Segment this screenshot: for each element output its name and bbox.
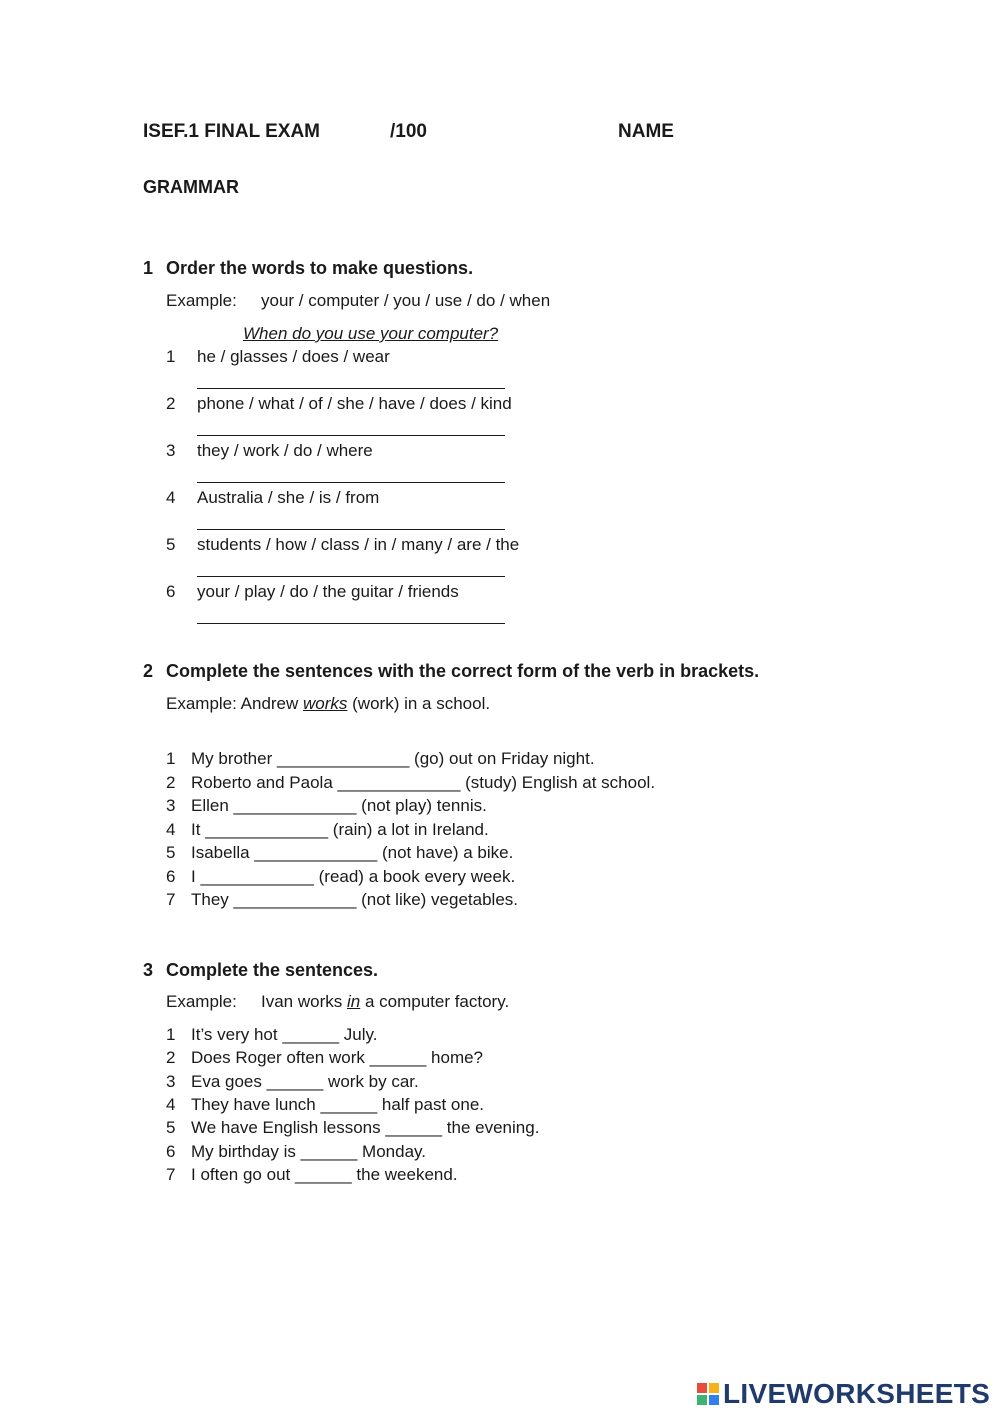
exercise1-example-label: Example: [166,291,237,310]
item-number: 7 [166,890,176,909]
item-sentence: Does Roger often work ______ home? [191,1048,484,1068]
exercise1-title: Order the words to make questions. [166,258,474,278]
answer-line[interactable] [197,529,505,530]
exercise3-example-answer: in [346,992,361,1011]
exercise1-example-words: your / computer / you / use / do / when [261,291,551,310]
item-number: 1 [166,749,176,768]
item-sentence: My birthday is ______ Monday. [191,1141,426,1161]
item-number: 3 [166,1071,176,1091]
item-words: he / glasses / does / wear [197,347,390,366]
item-sentence: We have English lessons ______ the evening. [191,1118,540,1138]
answer-line[interactable] [197,435,505,436]
name-label: NAME [618,121,674,142]
item-number: 6 [166,582,176,601]
item-sentence: Eva goes ______ work by car. [191,1071,419,1091]
exercise3-example [261,992,509,1012]
item-number: 5 [166,843,176,862]
item-words: they / work / do / where [197,441,373,460]
item-number: 5 [166,535,176,554]
exercise1-example-answer: When do you use your computer? [243,324,499,343]
item-number: 7 [166,1164,176,1184]
item-words: students / how / class / in / many / are / the [197,535,520,554]
section-grammar: GRAMMAR [143,177,239,197]
answer-line[interactable] [197,388,505,389]
exercise3-example-prefix: Ivan works [261,992,347,1011]
item-number: 4 [166,819,176,839]
item-sentence: It _____________ (rain) a lot in Ireland. [191,819,489,839]
liveworksheets-logo [697,1378,990,1410]
item-sentence: I ____________ (read) a book every week. [191,866,516,886]
item-sentence: I often go out ______ the weekend. [191,1164,458,1184]
item-sentence: Roberto and Paola _____________ (study) English at school. [191,772,656,792]
item-number: 2 [166,394,176,413]
item-number: 3 [166,796,176,815]
item-sentence: It’s very hot ______ July. [191,1025,378,1044]
answer-line[interactable] [197,576,505,577]
score-label: /100 [390,121,427,142]
exercise2-example-suffix: (work) in a school. [347,694,491,713]
item-sentence: My brother ______________ (go) out on Friday night. [191,749,595,768]
logo-text: LIVEWORKSHEETS [723,1378,991,1409]
item-sentence: Isabella _____________ (not have) a bike. [191,843,514,862]
item-sentence: They have lunch ______ half past one. [191,1094,484,1114]
exercise2-number: 2 [143,661,154,681]
exercise2-example-prefix: Example: Andrew [166,694,304,713]
exercise2-example [166,694,490,714]
item-words: your / play / do / the guitar / friends [197,582,459,601]
item-number: 1 [166,1025,176,1044]
item-sentence: Ellen _____________ (not play) tennis. [191,796,487,815]
item-number: 2 [166,772,176,792]
exercise3-title: Complete the sentences. [166,960,379,980]
item-words: Australia / she / is / from [197,488,380,507]
exam-title: ISEF.1 FINAL EXAM [143,121,321,142]
liveworksheets-logo-icon [697,1383,719,1405]
answer-line[interactable] [197,623,505,624]
item-number: 3 [166,441,176,460]
item-sentence: They _____________ (not like) vegetables. [191,890,519,909]
item-number: 1 [166,347,176,366]
exercise3-number: 3 [143,960,154,980]
item-words: phone / what / of / she / have / does / kind [197,394,512,413]
exercise2-example-answer: works [303,694,348,713]
exercise1-number: 1 [143,258,154,278]
item-number: 5 [166,1118,176,1138]
item-number: 6 [166,866,176,886]
exercise2-title: Complete the sentences with the correct form of the verb in brackets. [166,661,760,681]
exercise3-example-label: Example: [166,992,237,1011]
item-number: 6 [166,1141,176,1161]
item-number: 4 [166,488,176,507]
item-number: 2 [166,1048,176,1068]
exercise3-example-suffix: a computer factory. [360,992,510,1011]
answer-line[interactable] [197,482,505,483]
item-number: 4 [166,1094,176,1114]
